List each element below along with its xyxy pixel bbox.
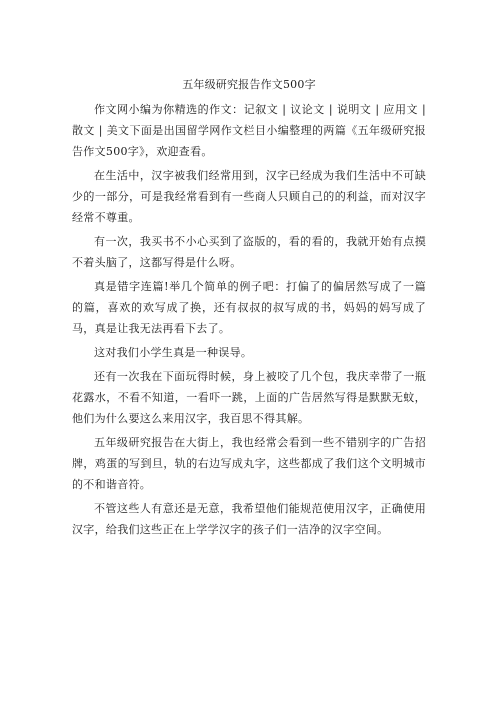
paragraph-intro: 作文网小编为你精选的作文：记叙文 | 议论文 | 说明文 | 应用文 | 散文 | 美文下面是出国留学网作文栏目小编整理的两篇《五年级研究报告作文500字》，欢迎查看。 [72, 103, 426, 158]
paragraph: 真是错字连篇!举几个简单的例子吧：打偏了的偏居然写成了一篇的篇，喜欢的欢写成了换，还有叔叔的叔写成的书，妈妈的妈写成了马，真是让我无法再看下去了。 [72, 280, 426, 335]
paragraph: 在生活中，汉字被我们经常用到，汉字已经成为我们生活中不可缺少的一部分，可是我经常看到有一些商人只顾自己的的利益，而对汉字经常不尊重。 [72, 169, 426, 224]
paragraph: 有一次，我买书不小心买到了盗版的，看的看的，我就开始有点摸不着头脑了，这都写得是什么呀。 [72, 235, 426, 269]
paragraph: 五年级研究报告在大街上，我也经常会看到一些不错别字的广告招牌，鸡蛋的写到旦，轨的右边写成丸字，这些都成了我们这个文明城市的不和谐音符。 [72, 436, 426, 491]
paragraph: 还有一次我在下面玩得时候，身上被咬了几个包，我庆幸带了一瓶花露水，不看不知道，一看吓一跳，上面的广告居然写得是默默无蚊，他们为什么要这么来用汉字，我百思不得其解。 [72, 370, 426, 425]
paragraph: 这对我们小学生真是一种误导。 [94, 346, 253, 359]
document-title: 五年级研究报告作文500字 [182, 78, 316, 91]
paragraph: 不管这些人有意还是无意，我希望他们能规范使用汉字，正确使用汉字，给我们这些正在上学学汉字的孩子们一洁净的汉字空间。 [72, 502, 426, 536]
